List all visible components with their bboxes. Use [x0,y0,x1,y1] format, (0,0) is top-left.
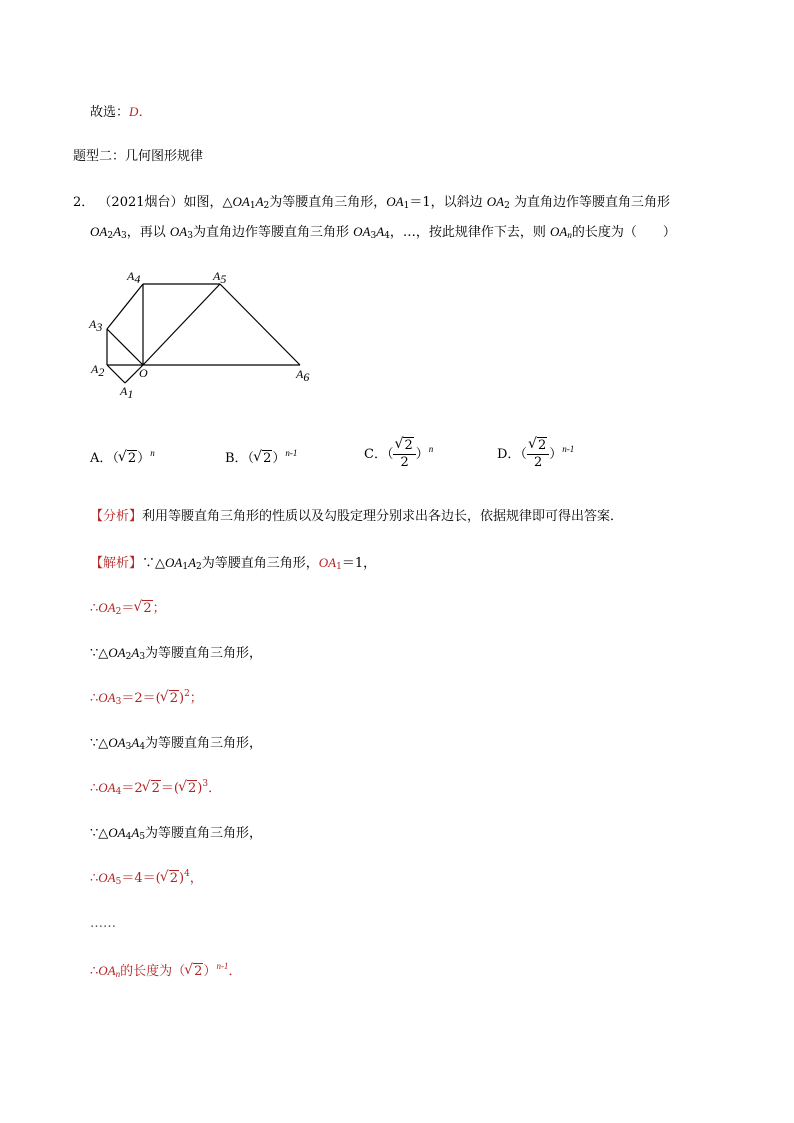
option-c-label: C．（ [364,447,394,462]
section-title: 题型二：几何图形规律 [73,149,204,164]
q2-text: A [113,224,122,239]
sol-sqrt [161,870,179,888]
sol-text: ∵△ [90,736,109,751]
option-c[interactable] [364,438,433,471]
solution-line-5 [90,734,262,753]
option-c-close: ） [415,447,429,462]
sol-text: A [131,825,140,840]
sol-radicand: 2 [143,601,152,616]
q2-text: 为直角边作等腰直角三角形 [192,225,354,240]
question-source: （2021烟台） [98,195,184,210]
label-A2: A2 [91,362,105,379]
solution-line-3 [90,644,262,663]
q2-text: OA [169,224,188,239]
sol-sqrt [134,600,152,618]
sol-sub: 4 [139,742,146,752]
sol-sub: 4 [115,787,122,797]
sol-text: ) [178,871,185,886]
sol-text: 的长度为（ [120,964,186,979]
sol-sqrt [179,780,197,798]
q2-text: A [376,224,385,239]
sol-text: ． [208,781,222,796]
q1-text: OA [486,194,505,209]
solution-line-7 [90,824,262,843]
solution-line-4 [90,689,203,708]
solution-tag: 【解析】 [90,556,143,571]
option-d[interactable] [497,438,574,471]
sol-sub: 2 [196,562,202,572]
sol-text: A [188,555,197,570]
answer-value: D． [129,104,152,119]
q2-sub: 3 [121,231,127,241]
q1-sub: 2 [504,201,510,211]
sol-radicand: 2 [169,871,178,886]
q2-sub: n [567,230,572,240]
sol-text: ) [197,781,203,796]
q2-sub: 3 [370,231,377,241]
option-d-exp: n-1 [562,444,575,454]
option-b-exp: n-1 [285,448,298,458]
sol-sub: 2 [125,652,132,662]
sol-text: ＝1， [341,556,377,571]
sol-sub: 5 [139,832,146,842]
option-c-denominator: 2 [400,455,409,470]
option-b-radicand: 2 [263,451,272,466]
q2-text: OA [90,224,108,239]
sol-text: OA [108,735,126,750]
q2-text: OA [353,224,371,239]
sol-text: ＝4＝( [121,871,161,886]
q1-sub: 1 [249,201,256,211]
answer-prefix: 故选： [90,105,130,120]
label-A6: A6 [296,367,310,384]
sol-text: ∵△ [90,646,109,661]
solution-line-8 [90,869,203,888]
q2-text: OA [550,224,568,239]
sol-text: ∴ [90,601,99,616]
q2-sub: 4 [384,231,390,241]
sol-sup: 2 [184,689,190,699]
option-d-fraction [527,438,549,471]
q2-text: 的长度为（ ） [571,225,676,240]
sol-text: ． [228,964,242,979]
sol-text: A [131,645,140,660]
sol-radicand: 2 [151,781,160,796]
sol-sub: 3 [139,652,146,662]
sol-text: OA [98,870,116,885]
option-d-denominator: 2 [533,455,543,470]
label-A5: A5 [213,269,227,286]
option-b-close: ） [272,451,286,466]
question-number: 2． [73,195,95,210]
option-d-close: ） [549,447,563,462]
sol-text: 为等腰直角三角形， [145,646,263,661]
analysis-tag: 【分析】 [90,509,143,524]
sol-text: OA [108,825,126,840]
sol-text: OA [165,555,183,570]
label-A3: A3 [89,317,103,334]
solution-line-9: …… [90,916,116,931]
sol-sub: 4 [125,832,132,842]
question-line-2 [90,223,676,242]
label-A1: A1 [120,384,134,401]
option-a[interactable] [90,447,155,466]
option-a-sqrt [119,451,137,466]
option-a-close: ） [137,451,151,466]
sol-sub: 1 [182,562,189,572]
sol-sqrt [185,963,203,981]
sol-text: OA [98,780,116,795]
sol-text: ∵△ [142,556,166,571]
sol-sqrt [143,780,161,798]
option-c-exp: n [428,444,434,454]
sol-sub: 2 [115,607,122,617]
segment-A1-A2 [107,365,125,383]
sol-radicand: 2 [169,691,178,706]
sol-sup: 3 [202,779,209,789]
sol-sub: 3 [115,697,122,707]
q1-text: ＝1，以斜边 [409,195,487,210]
solution-line-2 [90,599,166,618]
q2-sub: 3 [187,231,193,241]
segment-A5-A6 [220,284,300,365]
sol-text: ＝2 [121,781,143,796]
sol-text: 为等腰直角三角形， [201,556,319,571]
q2-text: ，…，按此规律作下去，则 [389,225,551,240]
sol-sqrt [161,690,179,708]
sol-text: 为等腰直角三角形， [145,736,263,751]
sol-sub: 1 [336,562,342,572]
sol-text: ) [178,691,185,706]
solution-line-6 [90,779,221,798]
segment-A3-O [107,329,143,365]
sol-sub: n [115,969,121,979]
q1-text: 为等腰直角三角形， [269,195,387,210]
sol-text: OA [98,600,116,615]
sol-text: ＝( [160,781,179,796]
sol-text: ∴ [90,781,99,796]
option-b-sqrt [254,451,272,466]
sol-text: ∴ [90,871,99,886]
option-a-label: A．（ [90,451,119,466]
sol-text: ∵△ [90,826,109,841]
option-d-label: D．（ [497,447,527,462]
label-A4: A4 [127,269,141,286]
q1-sub: 1 [403,201,410,211]
option-c-numerator: 2 [404,438,413,453]
q1-text: OA [386,194,404,209]
sol-text: OA [318,555,337,570]
solution-line-1 [90,554,376,573]
q1-text: OA [232,194,250,209]
sol-text: ＝2＝( [121,691,161,706]
option-b-label: B．（ [225,451,255,466]
sol-text: ∴ [90,691,99,706]
question-line-1 [73,193,670,212]
q1-text: A [255,194,264,209]
option-d-numerator: 2 [537,438,547,453]
option-c-fraction [393,438,415,471]
q2-text: ，再以 [126,225,170,240]
analysis-text: 利用等腰直角三角形的性质以及勾股定理分别求出各边长，依据规律即可得出答案． [142,509,624,524]
sol-text: 为等腰直角三角形， [145,826,263,841]
sol-text: ， [189,871,203,886]
analysis-line [90,508,623,526]
option-a-radicand: 2 [127,451,137,466]
answer-line [90,103,151,122]
sol-radicand: 2 [188,781,197,796]
label-O: O [139,366,148,380]
sol-text: OA [98,690,116,705]
sol-radicand: 2 [194,964,203,979]
sol-text: ； [152,601,166,616]
segment-A3-A4 [107,284,143,329]
sol-sup: n-1 [216,961,229,971]
sol-sub: 5 [115,877,122,887]
geometry-figure [85,262,325,402]
sol-text: OA [108,645,126,660]
option-b[interactable] [225,447,297,466]
option-a-exp: n [150,448,155,458]
q2-sub: 2 [107,231,114,241]
solution-line-10 [90,962,241,981]
sol-text: ） [203,964,217,979]
sol-text: ＝ [121,601,135,616]
sol-sub: 3 [125,742,132,752]
sol-text: ； [189,691,203,706]
sol-text: ∴ [90,964,99,979]
q1-text: 如图，△ [183,195,233,210]
sol-sup: 4 [184,869,190,879]
q1-text: 为直角边作等腰直角三角形 [509,195,670,210]
sol-text: A [131,735,140,750]
segment-A5-O [143,284,220,365]
sol-text: OA [98,963,116,978]
q1-sub: 2 [263,201,270,211]
